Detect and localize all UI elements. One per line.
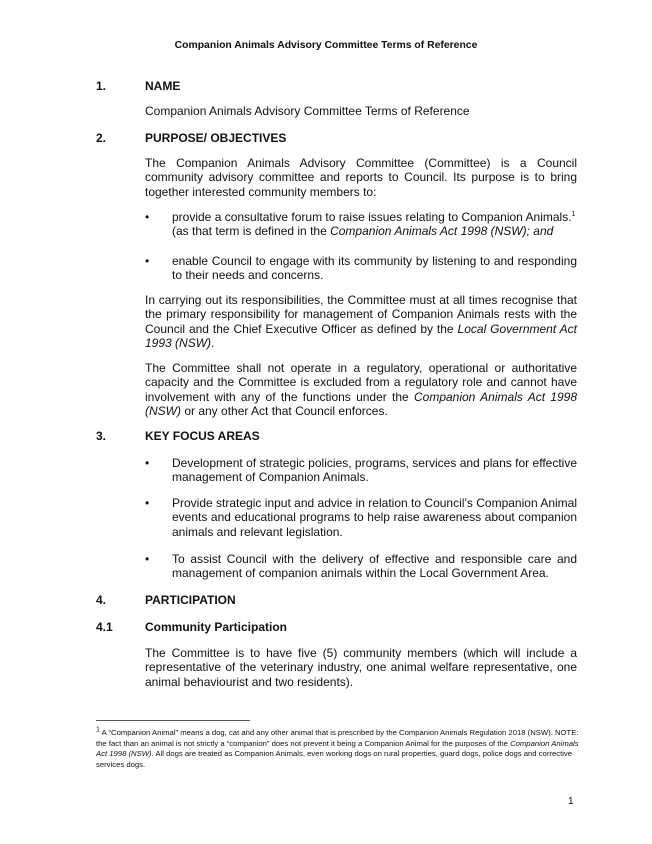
section-1-number: 1. <box>96 79 107 93</box>
bullet-icon: • <box>145 210 150 224</box>
running-header-title: Companion Animals Advisory Committee Terms of Reference <box>174 40 478 51</box>
section-2-paragraph-4: The Committee shall not operate in a regulatory, operational or authoritative capacity and the Committee is excluded from a regulatory role and cannot have involvement with any of the functions under the Companion Animals Act 1998 (NSW) or any other Act that Council enforces. <box>145 361 577 418</box>
section-2-bullet-1: provide a consultative forum to raise issues relating to Companion Animals.$^1$ (as that term is defined in the Companion Animals Act 1998 (NSW); and <box>172 210 576 239</box>
section-2-intro: The Companion Animals Advisory Committee (Committee) is a Council community advisory committee and reports to Council. Its purpose is to bring together interested community members to: <box>145 156 577 199</box>
section-2-paragraph-3: In carrying out its responsibilities, the Committee must at all times recognise that the primary responsibility for management of Companion Animals rests with the Council and the Chief Executive Officer as defined by the Local Government Act 1993 (NSW). <box>145 293 578 350</box>
bullet-icon: • <box>145 496 150 510</box>
page-number: 1 <box>568 796 574 807</box>
section-2-bullet-2: enable Council to engage with its community by listening to and responding to their needs and concerns. <box>172 254 577 283</box>
section-4-1-text: The Committee is to have five (5) community members (which will include a representative of the veterinary industry, one animal welfare representative, one animal behaviourist and two residents). <box>145 646 577 689</box>
section-3-number: 3. <box>96 429 107 443</box>
section-3-bullet-2: Provide strategic input and advice in relation to Council’s Companion Animal events and educational programs to help raise awareness about companion animals and relevant legislation. <box>172 496 577 539</box>
bullet-icon: • <box>145 456 150 470</box>
section-3-bullet-1: Development of strategic policies, programs, services and plans for effective management of Companion Animals. <box>172 456 577 485</box>
section-3-heading: KEY FOCUS AREAS <box>145 429 260 443</box>
section-1-text: Companion Animals Advisory Committee Terms of Reference <box>145 104 470 118</box>
section-3-bullet-3: To assist Council with the delivery of effective and responsible care and management of companion animals within the Local Government Area. <box>172 552 577 581</box>
section-4-1-heading: Community Participation <box>145 620 288 634</box>
footnote-divider <box>96 720 250 721</box>
section-4-heading: PARTICIPATION <box>145 593 236 607</box>
footnote: $^1$ A “Companion Animal” means a dog, cat and any other animal that is prescribed by the Companion Animals Regulation 2018 (NSW). NOTE: the fact than an animal is not strictly a “companion” does not prevent it being a Companion Animal for the purposes of the Companion Animals Act 1998 (NSW). All dogs are treated as Companion Animals, even working dogs on rural properties, guard dogs, police dogs and corrective services dogs. <box>96 726 579 769</box>
bullet-icon: • <box>145 254 150 268</box>
section-1-heading: NAME <box>145 79 181 93</box>
section-4-number: 4. <box>96 593 107 607</box>
section-2-heading: PURPOSE/ OBJECTIVES <box>145 131 287 145</box>
footnote-reference: 1 <box>571 211 576 218</box>
bullet-icon: • <box>145 552 150 566</box>
section-4-1-number: 4.1 <box>96 620 113 634</box>
section-2-number: 2. <box>96 131 107 145</box>
